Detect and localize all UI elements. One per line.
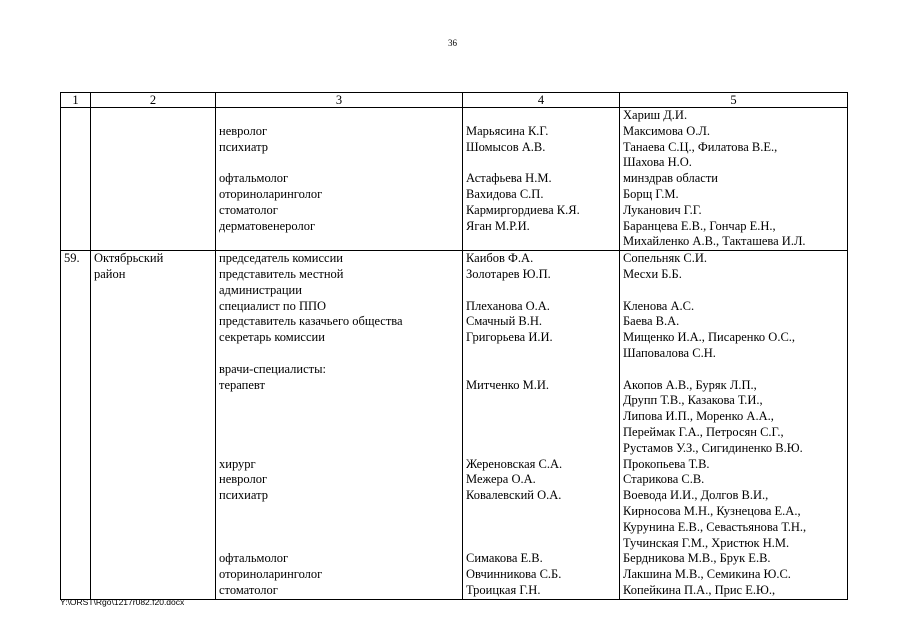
row-number-cell	[61, 251, 91, 600]
text-line: Овчинникова С.Б.	[466, 567, 562, 582]
text-line: Каибов Ф.А.	[466, 251, 534, 266]
text-line: психиатр	[219, 488, 268, 503]
text-line: председатель комиссии	[219, 251, 343, 266]
text-line: Яган М.Р.И.	[466, 218, 530, 233]
text-line: Хариш Д.И.	[623, 108, 688, 122]
text-line: Кармиргордиева К.Я.	[466, 202, 580, 217]
text-line: Прокопьева Т.В.	[623, 456, 710, 471]
text-line	[219, 441, 459, 457]
text-line: Максимова О.Л.	[623, 123, 710, 138]
text-line: Баранцева Е.В., Гончар Е.Н.,	[623, 218, 776, 233]
text-line: дерматовенеролог	[219, 218, 316, 233]
text-line	[466, 409, 616, 425]
text-line: Рустамов У.З., Сигидиненко В.Ю.	[623, 440, 803, 455]
text-line: Сопельняк С.И.	[623, 251, 708, 266]
text-line: Марьясина К.Г.	[466, 123, 549, 138]
table-header-row	[61, 93, 848, 108]
text-line: Старикова С.В.	[623, 472, 705, 487]
text-line: Жереновская С.А.	[466, 456, 563, 471]
text-line	[466, 155, 616, 171]
text-line: хирург	[219, 456, 256, 471]
text-line: Вахидова С.П.	[466, 186, 544, 201]
reserve-cell	[620, 108, 848, 251]
text-line	[219, 346, 459, 362]
column-header: 1	[61, 93, 91, 108]
text-line: Кленова А.С.	[623, 298, 695, 313]
text-line: 59.	[64, 251, 80, 266]
role-cell	[216, 108, 463, 251]
text-line	[219, 155, 459, 171]
text-line: минздрав области	[623, 171, 718, 186]
text-line	[219, 234, 459, 250]
text-line: Лакшина М.В., Семикина Ю.С.	[623, 567, 791, 582]
text-line: Плеханова О.А.	[466, 298, 550, 313]
text-line: невролог	[219, 472, 268, 487]
text-line: район	[94, 266, 126, 281]
text-line: Месхи Б.Б.	[623, 266, 682, 281]
text-line: офтальмолог	[219, 171, 289, 186]
text-line: Курунина Е.В., Севастьянова Т.Н.,	[623, 519, 807, 534]
text-line	[466, 283, 616, 299]
text-line: Акопов А.В., Буряк Л.П.,	[623, 377, 757, 392]
text-line: невролог	[219, 123, 268, 138]
text-line: Тучинская Г.М., Христюк Н.М.	[623, 535, 790, 550]
text-line: Шомысов А.В.	[466, 139, 546, 154]
district-cell	[91, 251, 216, 600]
role-cell	[216, 251, 463, 600]
text-line	[466, 504, 616, 520]
text-line	[219, 520, 459, 536]
text-line	[466, 362, 616, 378]
text-line	[219, 409, 459, 425]
text-line: представитель местной	[219, 266, 344, 281]
text-line: Ковалевский О.А.	[466, 488, 562, 503]
text-line: психиатр	[219, 139, 268, 154]
text-line: Шаповалова С.Н.	[623, 345, 716, 360]
text-line: Астафьева Н.М.	[466, 171, 552, 186]
text-line: Кирносова М.Н., Кузнецова Е.А.,	[623, 503, 801, 518]
text-line	[466, 520, 616, 536]
text-line: Смачный В.Н.	[466, 314, 543, 329]
text-line	[219, 536, 459, 552]
text-line: Золотарев Ю.П.	[466, 266, 551, 281]
text-line: Переймак Г.А., Петросян С.Г.,	[623, 424, 784, 439]
text-line: Баева В.А.	[623, 314, 680, 329]
text-line	[94, 108, 212, 124]
row-number-cell	[61, 108, 91, 251]
member-cell	[463, 108, 620, 251]
text-line: терапевт	[219, 377, 265, 392]
reserve-cell	[620, 251, 848, 600]
text-line	[219, 504, 459, 520]
text-line	[219, 425, 459, 441]
text-line	[466, 234, 616, 250]
text-line	[466, 441, 616, 457]
district-cell	[91, 108, 216, 251]
text-line: Митченко М.И.	[466, 377, 549, 392]
text-line: Григорьева И.И.	[466, 330, 553, 345]
text-line: представитель казачьего общества	[219, 314, 403, 329]
text-line	[466, 346, 616, 362]
text-line: Октябрьский	[94, 251, 164, 266]
text-line: Межера О.А.	[466, 472, 536, 487]
text-line: офтальмолог	[219, 551, 289, 566]
text-line: стоматолог	[219, 202, 278, 217]
text-line	[219, 108, 459, 124]
page-number: 36	[448, 38, 457, 48]
text-line: Борщ Г.М.	[623, 186, 679, 201]
text-line: врачи-специалисты:	[219, 361, 326, 376]
text-line: Шахова Н.О.	[623, 155, 692, 170]
text-line	[466, 108, 616, 124]
text-line: Воевода И.И., Долгов В.И.,	[623, 488, 769, 503]
table-row	[61, 251, 848, 600]
text-line	[466, 393, 616, 409]
text-line: Троицкая Г.Н.	[466, 582, 541, 597]
text-line: Копейкина П.А., Прис Е.Ю.,	[623, 582, 776, 597]
member-cell	[463, 251, 620, 600]
column-header: 5	[620, 93, 848, 108]
text-line: стоматолог	[219, 582, 278, 597]
text-line: Друпп Т.В., Казакова Т.И.,	[623, 393, 763, 408]
text-line: Мищенко И.А., Писаренко О.С.,	[623, 330, 796, 345]
text-line: секретарь комиссии	[219, 330, 325, 345]
text-line	[623, 283, 844, 299]
text-line: специалист по ППО	[219, 298, 327, 313]
text-line: Липова И.П., Моренко А.А.,	[623, 409, 774, 424]
text-line	[219, 393, 459, 409]
text-line: администрации	[219, 282, 302, 297]
column-header: 3	[216, 93, 463, 108]
column-header: 4	[463, 93, 620, 108]
file-path-footer: Y:\ORST\Rgo\1217r082.f20.docx	[60, 597, 185, 607]
text-line: оториноларинголог	[219, 567, 323, 582]
text-line	[466, 536, 616, 552]
column-header: 2	[91, 93, 216, 108]
text-line: Луканович Г.Г.	[623, 202, 702, 217]
commission-table	[60, 92, 848, 600]
text-line	[623, 362, 844, 378]
text-line: Танаева С.Ц., Филатова В.Е.,	[623, 139, 778, 154]
text-line: Бердникова М.В., Брук Е.В.	[623, 551, 771, 566]
text-line: оториноларинголог	[219, 186, 323, 201]
text-line	[466, 425, 616, 441]
text-line: Симакова Е.В.	[466, 551, 543, 566]
text-line	[64, 108, 87, 124]
text-line: Михайленко А.В., Такташева И.Л.	[623, 234, 806, 249]
table-row	[61, 108, 848, 251]
